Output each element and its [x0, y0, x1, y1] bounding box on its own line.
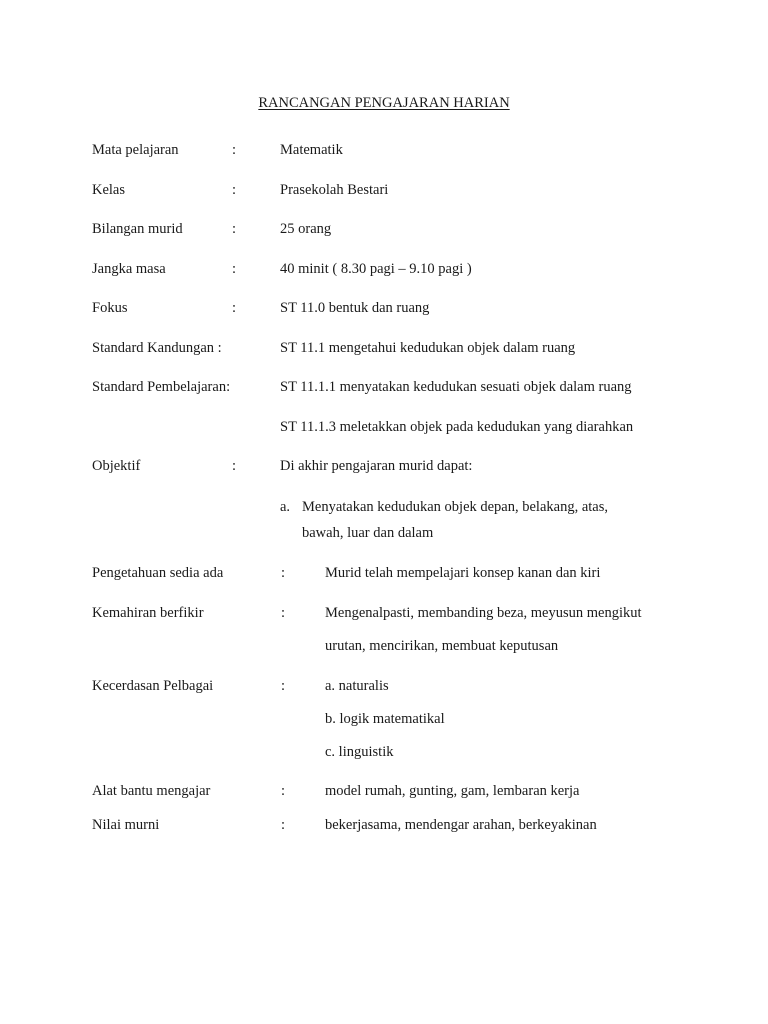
kemahiran-berfikir-line-2: urutan, mencirikan, membuat keputusan [325, 638, 559, 654]
kelas-value: Prasekolah Bestari [280, 182, 389, 198]
objektif-label: Objektif [92, 458, 141, 474]
mata-pelajaran-label: Mata pelajaran [92, 142, 179, 158]
standard-kandungan-value: ST 11.1 mengetahui kedudukan objek dalam ruang [280, 340, 576, 356]
objektif-item-line-1: Menyatakan kedudukan objek depan, belakang, atas, [302, 499, 609, 515]
nilai-murni-label: Nilai murni [92, 817, 160, 833]
standard-pembelajaran-value-2: ST 11.1.3 meletakkan objek pada kedudukan yang diarahkan [280, 419, 634, 435]
bilangan-murid-value: 25 orang [280, 221, 332, 237]
jangka-masa-value: 40 minit ( 8.30 pagi – 9.10 pagi ) [280, 261, 472, 277]
objektif-intro: Di akhir pengajaran murid dapat: [280, 458, 473, 474]
mata-pelajaran-value: Matematik [280, 142, 343, 158]
alat-bantu-mengajar-separator: : [281, 783, 286, 799]
standard-pembelajaran-label: Standard Pembelajaran: [92, 379, 231, 395]
alat-bantu-mengajar-label: Alat bantu mengajar [92, 783, 211, 799]
kecerdasan-pelbagai-label: Kecerdasan Pelbagai [92, 678, 214, 694]
pengetahuan-sedia-ada-value: Murid telah mempelajari konsep kanan dan kiri [325, 565, 601, 581]
kecerdasan-pelbagai-separator: : [281, 678, 286, 694]
standard-kandungan-label: Standard Kandungan : [92, 340, 222, 356]
jangka-masa-label: Jangka masa [92, 261, 166, 277]
kecerdasan-pelbagai-item-1: a. naturalis [325, 678, 389, 694]
mata-pelajaran-separator: : [232, 142, 237, 158]
objektif-item-line-2: bawah, luar dan dalam [302, 525, 434, 541]
kelas-separator: : [232, 182, 237, 198]
kemahiran-berfikir-separator: : [281, 605, 286, 621]
objektif-separator: : [232, 458, 237, 474]
standard-pembelajaran-value-1: ST 11.1.1 menyatakan kedudukan sesuati objek dalam ruang [280, 379, 632, 395]
bilangan-murid-separator: : [232, 221, 237, 237]
kemahiran-berfikir-label: Kemahiran berfikir [92, 605, 204, 621]
page-title: RANCANGAN PENGAJARAN HARIAN [258, 95, 510, 111]
fokus-value: ST 11.0 bentuk dan ruang [280, 300, 430, 316]
kecerdasan-pelbagai-item-3: c. linguistik [325, 744, 394, 760]
kecerdasan-pelbagai-item-2: b. logik matematikal [325, 711, 445, 727]
pengetahuan-sedia-ada-separator: : [281, 565, 286, 581]
nilai-murni-value: bekerjasama, mendengar arahan, berkeyakinan [325, 817, 597, 833]
kelas-label: Kelas [92, 182, 126, 198]
fokus-label: Fokus [92, 300, 128, 316]
pengetahuan-sedia-ada-label: Pengetahuan sedia ada [92, 565, 224, 581]
objektif-item-marker: a. [280, 499, 291, 515]
alat-bantu-mengajar-value: model rumah, gunting, gam, lembaran kerja [325, 783, 580, 799]
jangka-masa-separator: : [232, 261, 237, 277]
nilai-murni-separator: : [281, 817, 286, 833]
kemahiran-berfikir-line-1: Mengenalpasti, membanding beza, meyusun mengikut [325, 605, 642, 621]
bilangan-murid-label: Bilangan murid [92, 221, 183, 237]
fokus-separator: : [232, 300, 237, 316]
